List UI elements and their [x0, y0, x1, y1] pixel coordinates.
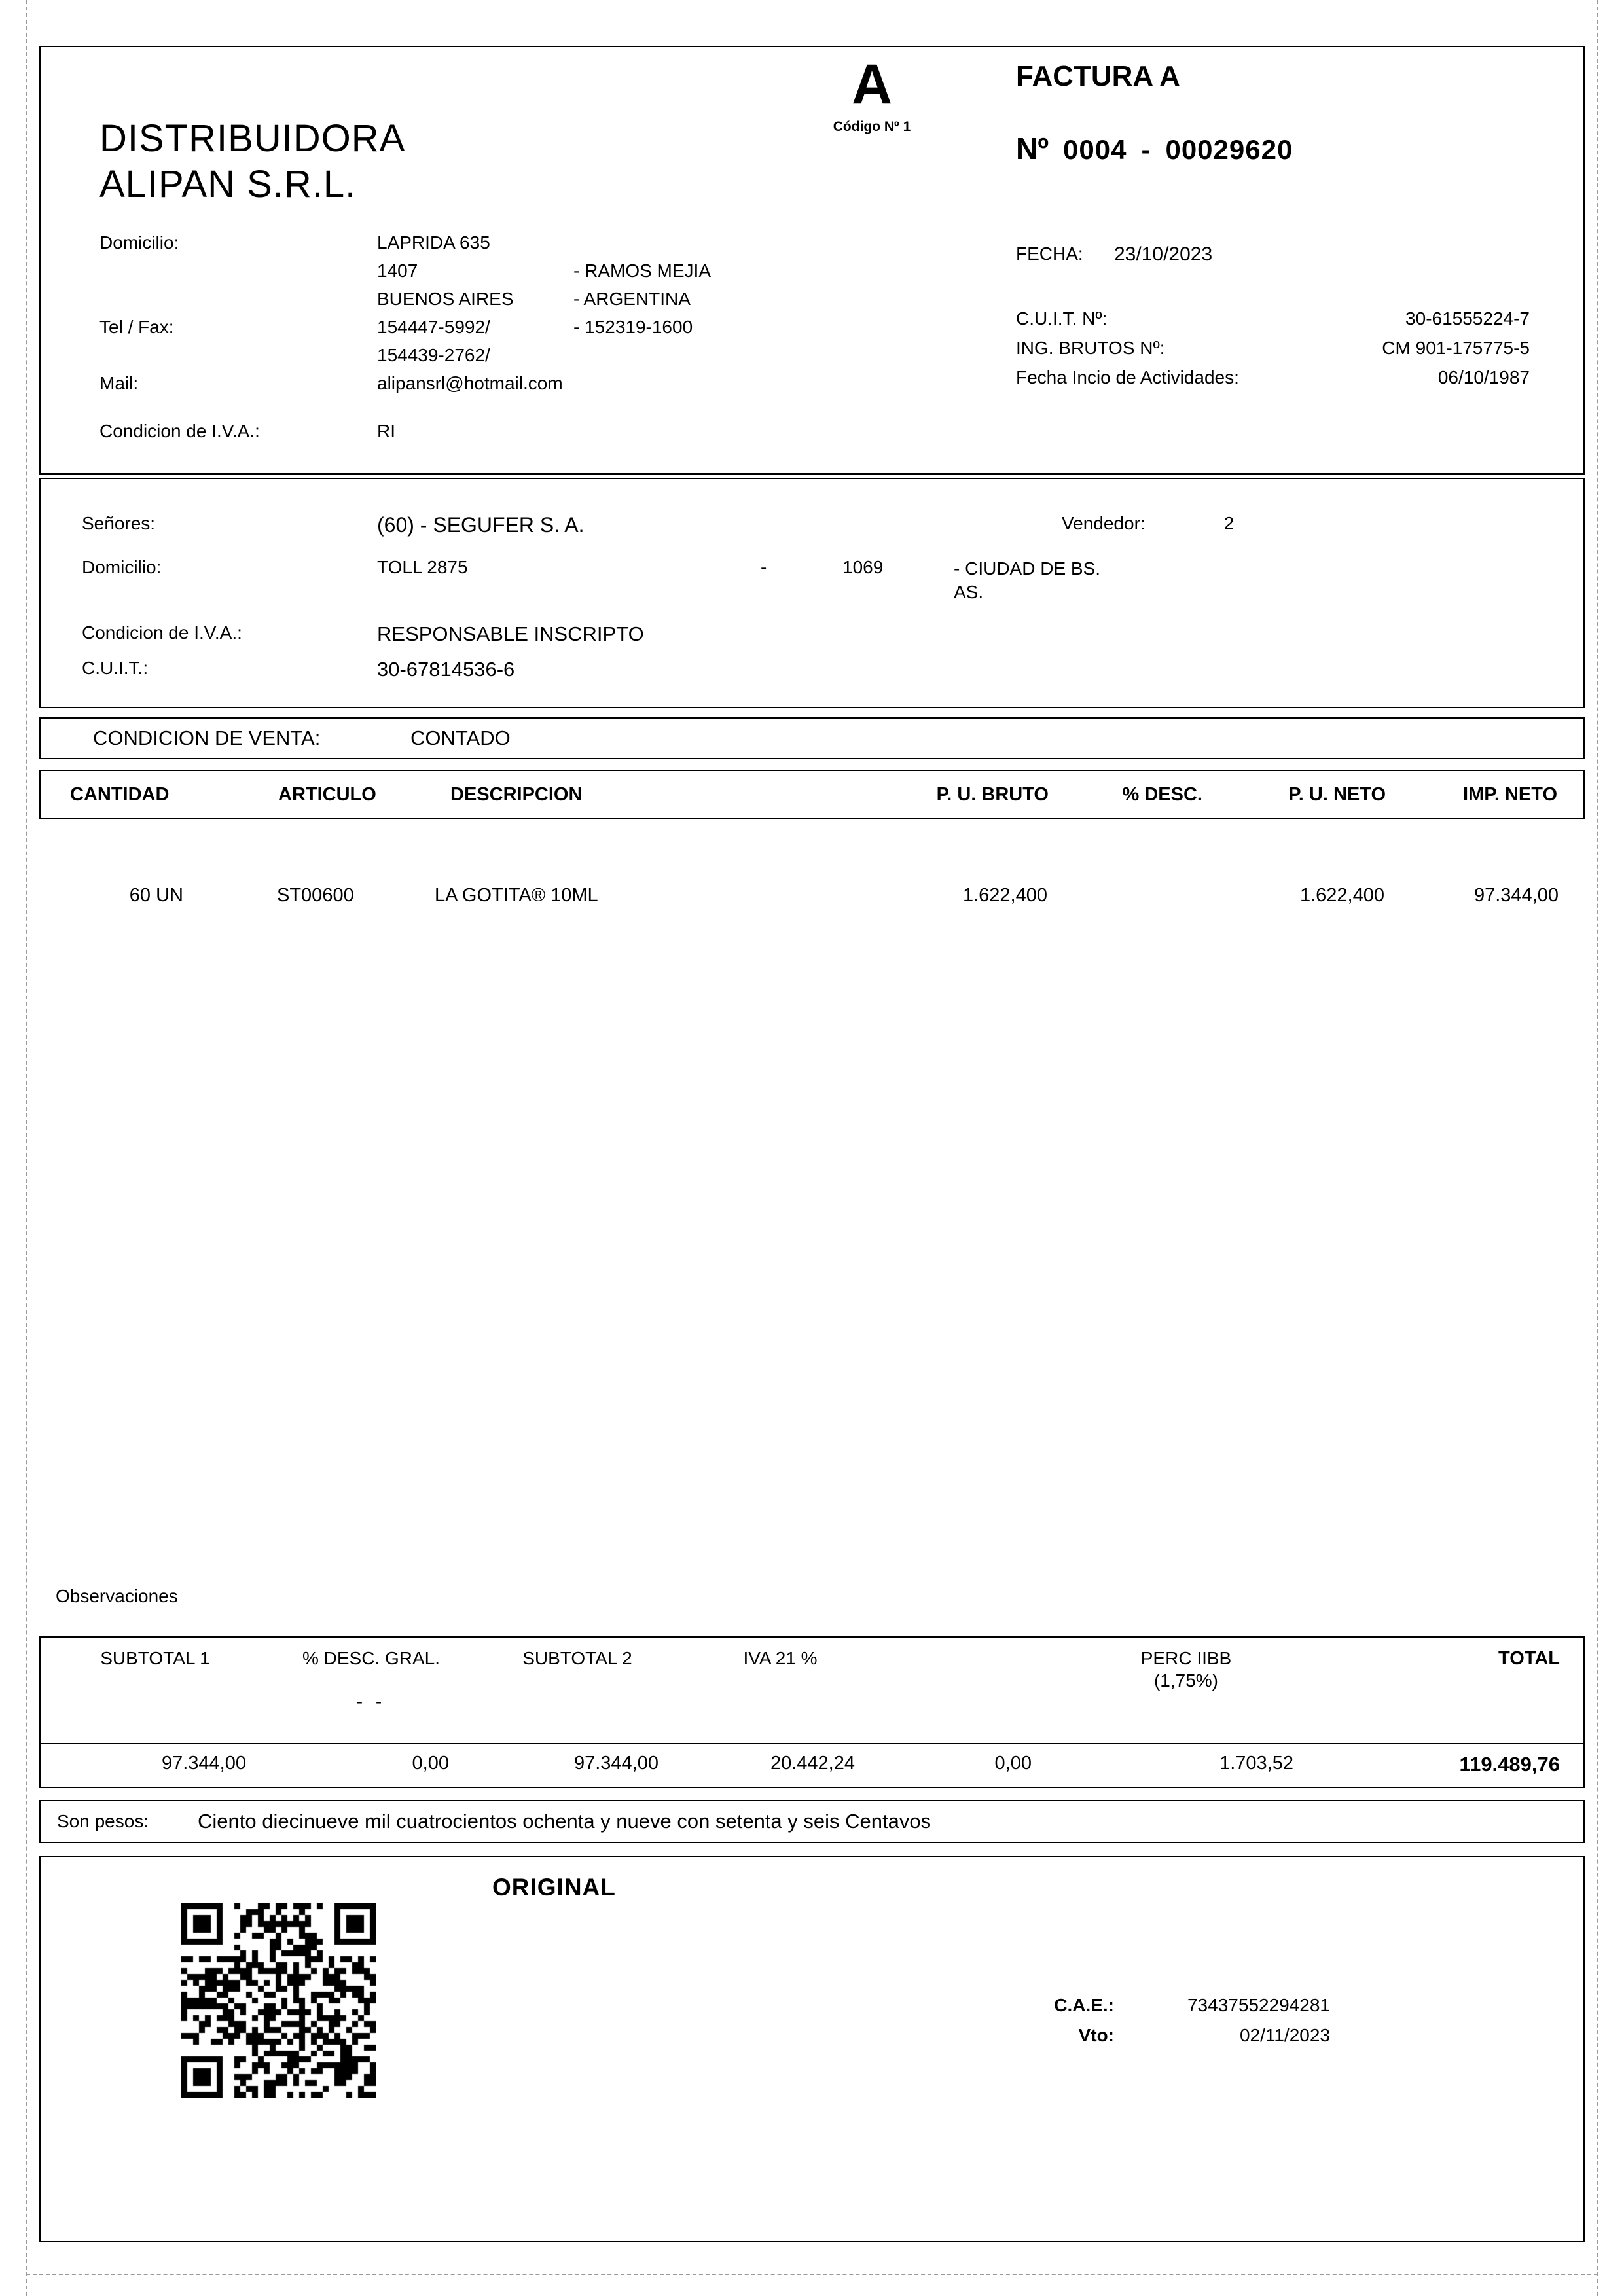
- address-value: 1407: [377, 260, 418, 281]
- address-value: - RAMOS MEJIA: [573, 260, 712, 281]
- vendedor-label: Vendedor:: [1062, 513, 1146, 533]
- letter-box: [787, 55, 957, 135]
- telfax-value: 154439-2762/: [377, 345, 490, 365]
- item-pu-bruto: 1.622,400: [962, 885, 1047, 906]
- company-iva-value: RI: [377, 421, 395, 441]
- senores-value: (60) - SEGUFER S. A.: [377, 513, 585, 537]
- totals-box: [39, 1636, 1585, 1788]
- desc-gral-dashes: - -: [356, 1691, 386, 1712]
- invoice-letter-caption: Código Nº 1: [833, 119, 911, 134]
- sale-condition-label: CONDICION DE VENTA:: [93, 726, 321, 749]
- customer-box: [39, 478, 1585, 708]
- perc-iibb-value: 1.703,52: [1219, 1753, 1293, 1774]
- invoice-number-separator: -: [1141, 134, 1151, 165]
- senores-label: Señores:: [82, 513, 156, 533]
- invoice-id-block: [1016, 60, 1546, 392]
- item-imp-neto: 97.344,00: [1473, 885, 1559, 906]
- cae-row: [1016, 1995, 1330, 2016]
- footer-box: [39, 1856, 1585, 2242]
- company-iva-label: Condicion de I.V.A.:: [99, 421, 260, 441]
- customer-domicilio-label: Domicilio:: [82, 557, 162, 577]
- fecha-label: FECHA:: [1016, 243, 1083, 264]
- cae-block: [1016, 1995, 1330, 2046]
- invoice-number-prefix: 0004: [1063, 134, 1127, 165]
- company-mail-row: [99, 369, 780, 397]
- invoice-number-label: Nº: [1016, 132, 1049, 166]
- customer-street: TOLL 2875: [377, 557, 468, 577]
- perforation-line-bottom: [26, 2274, 1598, 2275]
- vto-label: Vto:: [1078, 2025, 1114, 2045]
- company-address-row: [99, 228, 780, 257]
- company-iva-row: [99, 417, 780, 445]
- amount-in-words: Ciento diecinueve mil cuatrocientos ochenta y nueve con setenta y seis Centavos: [198, 1810, 931, 1833]
- qr-code: [181, 1903, 376, 2098]
- company-address-row: [99, 257, 780, 285]
- fecha-value: 23/10/2023: [1114, 243, 1213, 265]
- company-address-row: [99, 285, 780, 313]
- col-header-desc: % DESC.: [1122, 783, 1202, 805]
- customer-iva-value: RESPONSABLE INSCRIPTO: [377, 622, 644, 645]
- telfax-value: - 152319-1600: [573, 317, 693, 337]
- customer-cuit-value: 30-67814536-6: [377, 658, 515, 681]
- cae-label: C.A.E.:: [1054, 1995, 1114, 2015]
- col-header-imp-neto: IMP. NETO: [1463, 783, 1557, 805]
- desc-gral-label: % DESC. GRAL. - -: [270, 1648, 473, 1743]
- col-header-cantidad: CANTIDAD: [70, 783, 170, 805]
- cuit-row: [1016, 304, 1546, 333]
- item-descripcion: LA GOTITA® 10ML: [435, 885, 598, 906]
- sale-condition-box: [39, 717, 1585, 759]
- subtotal1-label: SUBTOTAL 1: [100, 1648, 210, 1668]
- perforation-line-right: [1597, 0, 1598, 2296]
- items-header: [39, 770, 1585, 819]
- perc-extra-value: 0,00: [994, 1753, 1032, 1774]
- inicio-actividades-label: Fecha Incio de Actividades:: [1016, 367, 1239, 387]
- mail-value: alipansrl@hotmail.com: [377, 373, 563, 393]
- iibb-value: CM 901-175775-5: [1382, 338, 1530, 358]
- customer-cuit-label: C.U.I.T.:: [82, 658, 149, 678]
- amount-words-box: [39, 1800, 1585, 1843]
- vendedor-value: 2: [1223, 513, 1235, 533]
- customer-cuit-row: [82, 658, 1557, 681]
- customer-postal-code: 1069: [842, 557, 884, 577]
- total-value: 119.489,76: [1459, 1753, 1560, 1776]
- invoice-title: FACTURA A: [1016, 60, 1180, 92]
- item-row: [39, 885, 1585, 906]
- customer-domicilio-row: [82, 557, 1557, 622]
- iibb-label: ING. BRUTOS Nº:: [1016, 338, 1165, 358]
- perforation-line-left: [26, 0, 27, 2296]
- inicio-actividades-value: 06/10/1987: [1437, 367, 1530, 387]
- perc-extra-label: [878, 1648, 1055, 1743]
- inicio-actividades-row: [1016, 363, 1546, 392]
- iibb-row: [1016, 333, 1546, 363]
- customer-iva-row: [82, 622, 1557, 646]
- address-value: LAPRIDA 635: [377, 232, 490, 253]
- item-pu-neto: 1.622,400: [1299, 885, 1384, 906]
- sale-condition-value: CONTADO: [410, 726, 511, 749]
- telfax-value: 154447-5992/: [377, 317, 490, 337]
- customer-city: - CIUDAD DE BS. AS.: [954, 558, 1101, 602]
- vto-value: 02/11/2023: [1239, 2025, 1330, 2045]
- totals-labels: [41, 1638, 1583, 1743]
- company-telfax-row: [99, 341, 780, 369]
- header-box: [39, 46, 1585, 475]
- subtotal2-label: SUBTOTAL 2: [522, 1648, 632, 1668]
- col-header-pu-neto: P. U. NETO: [1288, 783, 1386, 805]
- senores-row: [82, 513, 1557, 537]
- domicilio-label: Domicilio:: [99, 232, 179, 253]
- item-articulo: ST00600: [277, 885, 354, 906]
- cae-value: 73437552294281: [1187, 1995, 1330, 2015]
- son-pesos-label: Son pesos:: [57, 1811, 149, 1831]
- totals-values: [41, 1743, 1583, 1787]
- fecha-row: [1016, 243, 1546, 266]
- customer-iva-label: Condicion de I.V.A.:: [82, 622, 242, 643]
- subtotal2-value: 97.344,00: [573, 1753, 659, 1774]
- total-label: TOTAL: [1498, 1648, 1560, 1669]
- iva-value: 20.442,24: [770, 1753, 855, 1774]
- address-value: [573, 228, 780, 257]
- company-name-line2: ALIPAN S.R.L.: [99, 163, 357, 206]
- col-header-articulo: ARTICULO: [278, 783, 376, 805]
- company-telfax-row: [99, 313, 780, 341]
- desc-gral-value: 0,00: [412, 1753, 449, 1774]
- invoice-number-value: 00029620: [1165, 134, 1293, 165]
- invoice-content: [39, 46, 1585, 2242]
- vendedor: [1062, 513, 1234, 534]
- company-name-line1: DISTRIBUIDORA: [99, 117, 406, 160]
- fiscal-rows: [1016, 304, 1546, 392]
- copy-type-label: ORIGINAL: [492, 1874, 616, 1901]
- observaciones-label: Observaciones: [56, 1586, 178, 1606]
- address-value: - ARGENTINA: [573, 289, 691, 309]
- iva-label: IVA 21 %: [743, 1648, 818, 1668]
- col-header-pu-bruto: P. U. BRUTO: [936, 783, 1049, 805]
- company-address-rows: [99, 228, 780, 397]
- vto-row: [1016, 2025, 1330, 2046]
- address-value: BUENOS AIRES: [377, 289, 514, 309]
- telfax-label: Tel / Fax:: [99, 317, 174, 337]
- company-name: [99, 116, 780, 207]
- cuit-label: C.U.I.T. Nº:: [1016, 308, 1108, 329]
- items-area: [39, 819, 1585, 1636]
- col-header-descripcion: DESCRIPCION: [450, 783, 583, 805]
- item-cantidad: 60 UN: [129, 885, 183, 906]
- subtotal1-value: 97.344,00: [161, 1753, 246, 1774]
- mail-label: Mail:: [99, 373, 139, 393]
- perc-iibb-rate: (1,75%): [1153, 1670, 1219, 1691]
- address-separator: -: [761, 557, 767, 577]
- cuit-value: 30-61555224-7: [1405, 308, 1530, 329]
- invoice-number: [1016, 131, 1546, 166]
- perc-iibb-label: PERC IIBB (1,75%): [1055, 1648, 1317, 1743]
- company-block: [99, 60, 780, 445]
- invoice-letter: A: [851, 53, 893, 116]
